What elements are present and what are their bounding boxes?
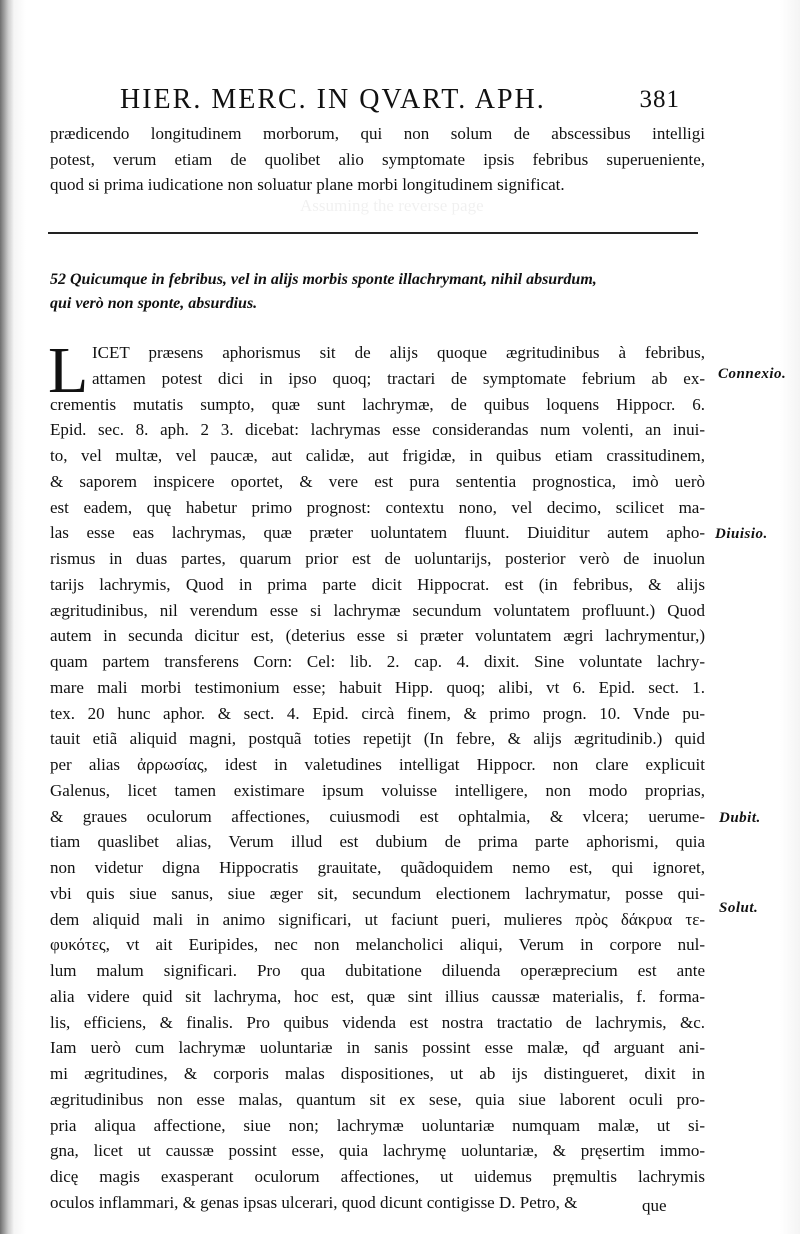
text-line: tex. 20 hunc aphor. & sect. 4. Epid. circà finem, & primo progn. 10. Vnde pu- [50,703,705,723]
text-line: autem in secunda dicitur est, (deterius esse si præter voluntatem ægri lachrymentur,) [50,626,705,646]
text-line: dicę magis exasperant oculorum affectiones, ut uidemus pręmultis lachrymis [50,1167,705,1186]
commentary-opening [92,340,705,392]
running-head: HIER. MERC. IN QVART. APH. [120,84,546,115]
text-line: dem aliquid mali in animo significari, ut faciunt pueri, mulieres πρὸς δάκρυα τε- [50,909,705,929]
aphorism-heading [50,268,690,316]
catchword: que [642,1196,667,1215]
text-line: Galenus, licet tamen existimare ipsum voluisse intelligere, non modo proprias, [50,780,705,800]
text-line: prædicendo longitudinem morborum, qui non solum de abscessibus intelligi [50,124,705,143]
text-line: est eadem, quę habetur primo prognost: contextu nono, vel decimo, scilicet ma- [50,497,705,517]
text-line: gna, licet ut caussæ possint esse, quia lachrymę uoluntariæ, & pręsertim immo- [50,1141,705,1161]
text-line: vbi quis siue sanus, siue æger sit, secundum electionem lachrymatur, posse qui- [50,883,705,903]
text-line: & graues oculorum affectiones, cuiusmodi est ophtalmia, & vlcera; uerume- [50,806,705,826]
page-gutter-shadow [0,0,14,1234]
text-line: oculos inflammari, & genas ipsas ulcerari, quod dicunt contigisse D. Petro, & [50,1192,578,1212]
marginal-note-diuisio: Diuisio. [715,526,768,542]
marginal-note-solut: Solut. [719,900,759,916]
continued-paragraph [50,121,705,198]
aphorism-line: qui verò non sponte, absurdius. [50,295,258,312]
text-line: & saporem inspicere oportet, & vere est pura sententia prognostica, imò uerò [50,471,705,491]
section-divider [48,232,698,234]
show-through-text: Assuming the reverse page [300,196,484,215]
text-line: mare mali morbi testimonium esse; habuit Hipp. quoq; alibi, vt 6. Epid. sect. 1. [50,677,705,697]
text-line: potest, verum etiam de quolibet alio symptomate ipsis febribus superueniente, [50,149,705,169]
commentary-body [50,392,705,1216]
marginal-note-connexio: Connexio. [718,366,787,382]
text-line: per alias ἀρρωσίας, idest in valetudines intelligat Hippocr. non clare explicuit [50,755,705,774]
marginal-note-dubit: Dubit. [719,810,761,826]
page-header [120,84,680,118]
text-line: attamen potest dici in ipso quoq; tractari de symptomate febrium ab ex- [92,368,705,388]
drop-cap: L [48,334,89,407]
text-line: tiam quaslibet alias, Verum illud est dubium de prima parte aphorismi, quia [50,832,705,852]
page-number: 381 [639,86,680,113]
text-line: mi ægritudines, & corporis malas dispositiones, ut ab ijs distingueret, dixit in [50,1064,705,1083]
text-line: quam partem transferens Corn: Cel: lib. 2. cap. 4. dixit. Sine voluntate lachry- [50,652,705,671]
text-line: alia videre quid sit lachryma, hoc est, quæ sint illius caussæ materialis, f. forma- [50,986,705,1006]
text-line: quod si prima iudicatione non soluatur plane morbi longitudinem significat. [50,175,565,195]
text-line: Iam uerò cum lachrymæ uoluntariæ in sanis possint esse malæ, qđ arguant ani- [50,1038,705,1058]
text-line: las esse eas lachrymas, quæ præter uoluntatem fluunt. Diuiditur autem apho- [50,523,705,543]
text-line: φυκότες, vt ait Euripides, nec non melancholici aliqui, Verum in corpore nul- [50,935,705,955]
text-line: non videtur digna Hippocratis grauitate, quãdoquidem nemo est, qui ignoret, [50,858,705,877]
text-line: pria aliqua affectione, siue non; lachrymæ uoluntariæ numquam malæ, ut si- [50,1115,705,1135]
text-line: ægritudinibus, nil verendum esse si lachrymæ secundum voluntatem profluunt.) Quod [50,600,705,620]
aphorism-line: 52 Quicumque in febribus, vel in alijs morbis sponte illachrymant, nihil absurdum, [50,271,597,288]
text-line: tauit etiã aliquid magni, postquã toties repetijt (In febre, & alijs ægritudinib.) quid [50,729,705,749]
text-line: rismus in duas partes, quarum prior est de uoluntarijs, posterior verò de inuolun [50,549,705,568]
text-line: lum malum significari. Pro qua dubitatione diluenda operæprecium est ante [50,961,705,980]
text-line: ICET præsens aphorismus sit de alijs quoque ægritudinibus à febribus, [92,343,705,362]
text-line: to, vel multæ, vel paucæ, aut calidæ, aut frigidæ, in quibus etiam crassitudinem, [50,446,705,465]
text-line: Epid. sec. 8. aph. 2 3. dicebat: lachrymas esse considerandas num volenti, an inui- [50,420,705,440]
text-line: ægritudinibus non esse malas, quantum sit ex sese, quia siue laborent oculi pro- [50,1089,705,1109]
text-line: lis, efficiens, & finalis. Pro quibus videnda est nostra tractatio de lachrymis, &c. [50,1012,705,1032]
text-line: crementis mutatis sumpto, quæ sunt lachrymæ, de quibus loquens Hippocr. 6. [50,394,705,414]
text-line: tarijs lachrymis, Quod in prima parte dicit Hippocrat. est (in febribus, & alijs [50,574,705,594]
